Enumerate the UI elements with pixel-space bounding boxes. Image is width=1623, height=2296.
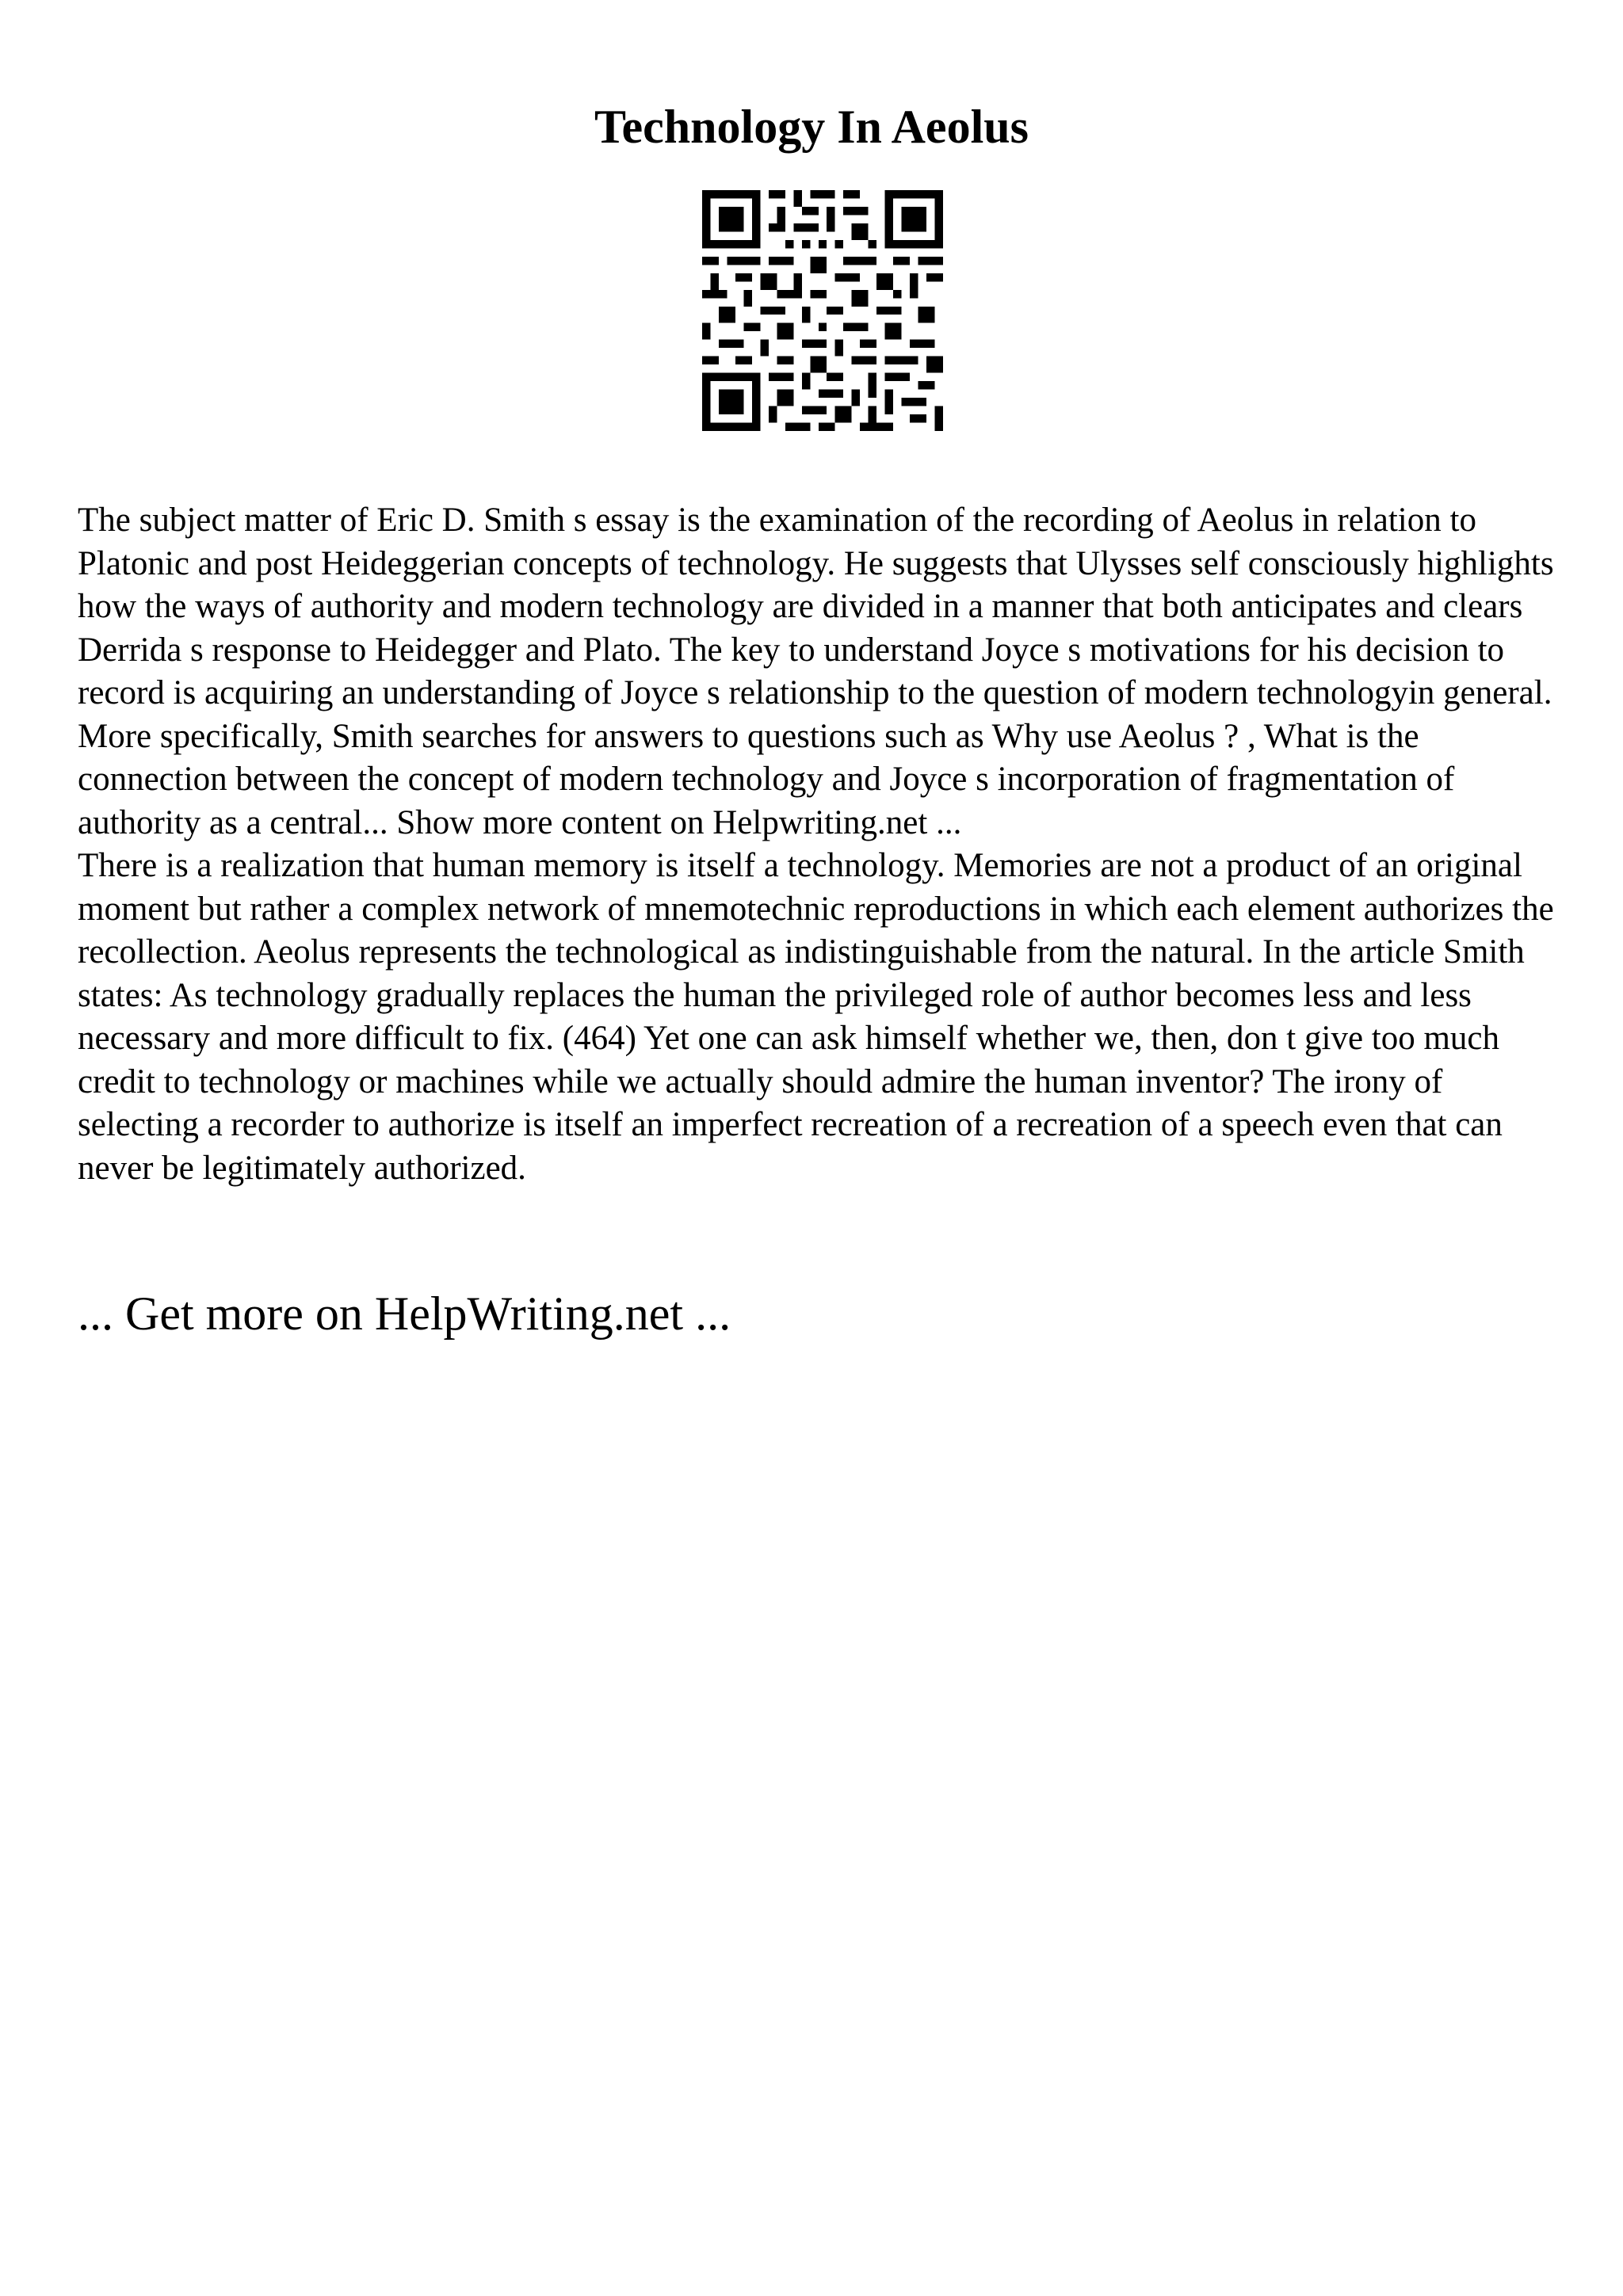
qr-code-icon[interactable]	[702, 190, 943, 431]
paragraph-2: There is a realization that human memory is itself a technology. Memories are not a product of an original moment but rather a complex network of mnemotechnic reproductions in which each element authorizes the recollection. Aeolus represents the technological as indistinguishable from the natural. In the article Smith states: As technology gradually replaces the human the privileged role of author becomes less and less necessary and more difficult to fix. (464) Yet one can ask himself whether we, then, don t give too much credit to technology or machines while we actually should admire the human inventor? The irony of selecting a recorder to authorize is itself an imperfect recreation of a recreation of a speech even that can never be legitimately authorized.	[78, 847, 1554, 1187]
get-more-link[interactable]: ... Get more on HelpWriting.net ...	[78, 1287, 731, 1340]
article-body	[78, 499, 1568, 1190]
paragraph-1: The subject matter of Eric D. Smith s essay is the examination of the recording of Aeolus in relation to Platonic and post Heideggerian concepts of technology. He suggests that Ulysses self consciously highlights how the ways of authority and modern technology are divided in a manner that both anticipates and clears Derrida s response to Heidegger and Plato. The key to understand Joyce s motivations for his decision to record is acquiring an understanding of Joyce s relationship to the question of modern technologyin general. More specifically, Smith searches for answers to questions such as Why use Aeolus ? , What is the connection between the concept of modern technology and Joyce s incorporation of fragmentation of authority as a central... Show more content on Helpwriting.net ...	[78, 502, 1554, 841]
document-title: Technology In Aeolus	[594, 101, 1029, 153]
